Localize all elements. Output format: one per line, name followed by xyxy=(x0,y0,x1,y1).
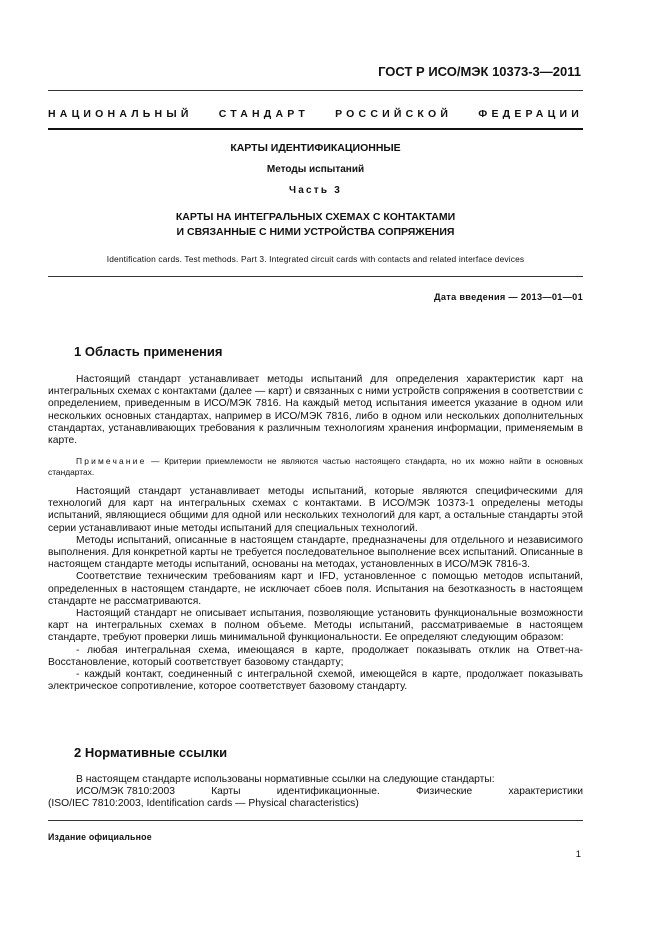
section-2-heading: 2 Нормативные ссылки xyxy=(74,745,228,760)
section-1-paragraph-1 xyxy=(48,374,583,447)
note xyxy=(48,456,583,478)
paragraph: Методы испытаний, описанные в настоящем стандарте, предназначены для отдельного и независимого выполнения. Для конкретной карты не требуется последовательное выполнение всех испытаний. Описанные в настоящем стандарте методы испытаний, основаны на методах, установленных в ИСО/МЭК 7816-3. xyxy=(48,534,583,571)
note-label: Примечание xyxy=(76,456,147,466)
reference-entry xyxy=(48,786,583,798)
banner-word: ФЕДЕРАЦИИ xyxy=(478,108,583,120)
page-number: 1 xyxy=(575,849,581,860)
title-rule xyxy=(48,276,583,277)
footer-rule xyxy=(48,820,583,821)
paragraph: Настоящий стандарт устанавливает методы испытаний, которые являются специфическими для технологий для карт на интегральных схемах с контактами. В ИСО/МЭК 10373-1 определены методы испытаний, являющиеся общими для одной или нескольких технологий для карт, а остальные стандарты этой серии устанавливают иные методы испытаний для специальных технологий. xyxy=(48,486,583,534)
header-rule xyxy=(48,90,583,91)
note-text: — Критерии приемлемости не являются частью настоящего стандарта, но их можно найти в основных стандартах. xyxy=(48,456,583,477)
title-part: Часть 3 xyxy=(289,185,342,196)
banner-word: СТАНДАРТ xyxy=(218,108,309,120)
list-item: - каждый контакт, соединенный с интегральной схемой, имеющейся в карте, продолжает показывать электрическое сопротивление, которое соответствует базовому стандарту. xyxy=(48,669,583,693)
ref-word: Карты xyxy=(211,786,241,798)
paragraph: Настоящий стандарт устанавливает методы испытаний для определения характеристик карт на интегральных схемах с контактами (далее — карт) и связанных с ними устройств сопряжения в соответствии с определением, приведенным в ИСО/МЭК 7816. На каждый метод испытания имеется указание в одном или нескольких основных стандартах, например в ИСО/МЭК 7816, либо в одном или нескольких дополнительных стандартах, устанавливающих требования к различным технологиям хранения информации, применяемым в карте. xyxy=(48,374,583,447)
paragraph: Соответствие техническим требованиям карт и IFD, установленное с помощью методов испытаний, определенных в настоящем стандарте, не исключает сбоев поля. Испытания на безотказность в настоящем стандарте не рассматриваются. xyxy=(48,571,583,607)
edition-label: Издание официальное xyxy=(48,832,152,842)
title-main: КАРТЫ ИДЕНТИФИКАЦИОННЫЕ xyxy=(230,142,401,154)
banner-word: РОССИЙСКОЙ xyxy=(335,108,453,120)
ref-word: характеристики xyxy=(508,786,583,798)
section-2-body xyxy=(48,774,583,811)
banner-rule xyxy=(48,128,583,130)
ref-word: ИСО/МЭК 7810:2003 xyxy=(76,786,175,798)
reference-continuation: (ISO/IEC 7810:2003, Identification cards — Physical characteristics) xyxy=(48,798,359,810)
effective-date: Дата введения — 2013—01—01 xyxy=(434,292,583,302)
english-title: Identification cards. Test methods. Part 3. Integrated circuit cards with contacts and related interface devices xyxy=(106,254,525,264)
section-1-body xyxy=(48,486,583,693)
title-sub: Методы испытаний xyxy=(266,164,365,175)
national-standard-banner xyxy=(48,108,583,120)
banner-word: НАЦИОНАЛЬНЫЙ xyxy=(48,108,193,120)
part-title-line1: КАРТЫ НА ИНТЕГРАЛЬНЫХ СХЕМАХ С КОНТАКТАМИ xyxy=(175,211,456,223)
paragraph: Настоящий стандарт не описывает испытания, позволяющие установить функциональные возможности карт на интегральных схемах в полном объеме. Методы испытаний, рассматриваемые в настоящем стандарте, требуют проверки лишь минимальной функциональности. Ее определяют следующим образом: xyxy=(48,608,583,644)
part-title-line2: И СВЯЗАННЫЕ С НИМИ УСТРОЙСТВА СОПРЯЖЕНИЯ xyxy=(176,226,455,238)
section-1-heading: 1 Область применения xyxy=(74,344,223,359)
paragraph: В настоящем стандарте использованы нормативные ссылки на следующие стандарты: xyxy=(76,774,495,785)
ref-word: Физические xyxy=(415,786,473,798)
ref-word: идентификационные. xyxy=(276,786,380,798)
document-code: ГОСТ Р ИСО/МЭК 10373-3—2011 xyxy=(378,64,581,79)
list-item: - любая интегральная схема, имеющаяся в карте, продолжает показывать отклик на Ответ-на-Восстановление, который соответствует базовому стандарту; xyxy=(48,644,583,668)
